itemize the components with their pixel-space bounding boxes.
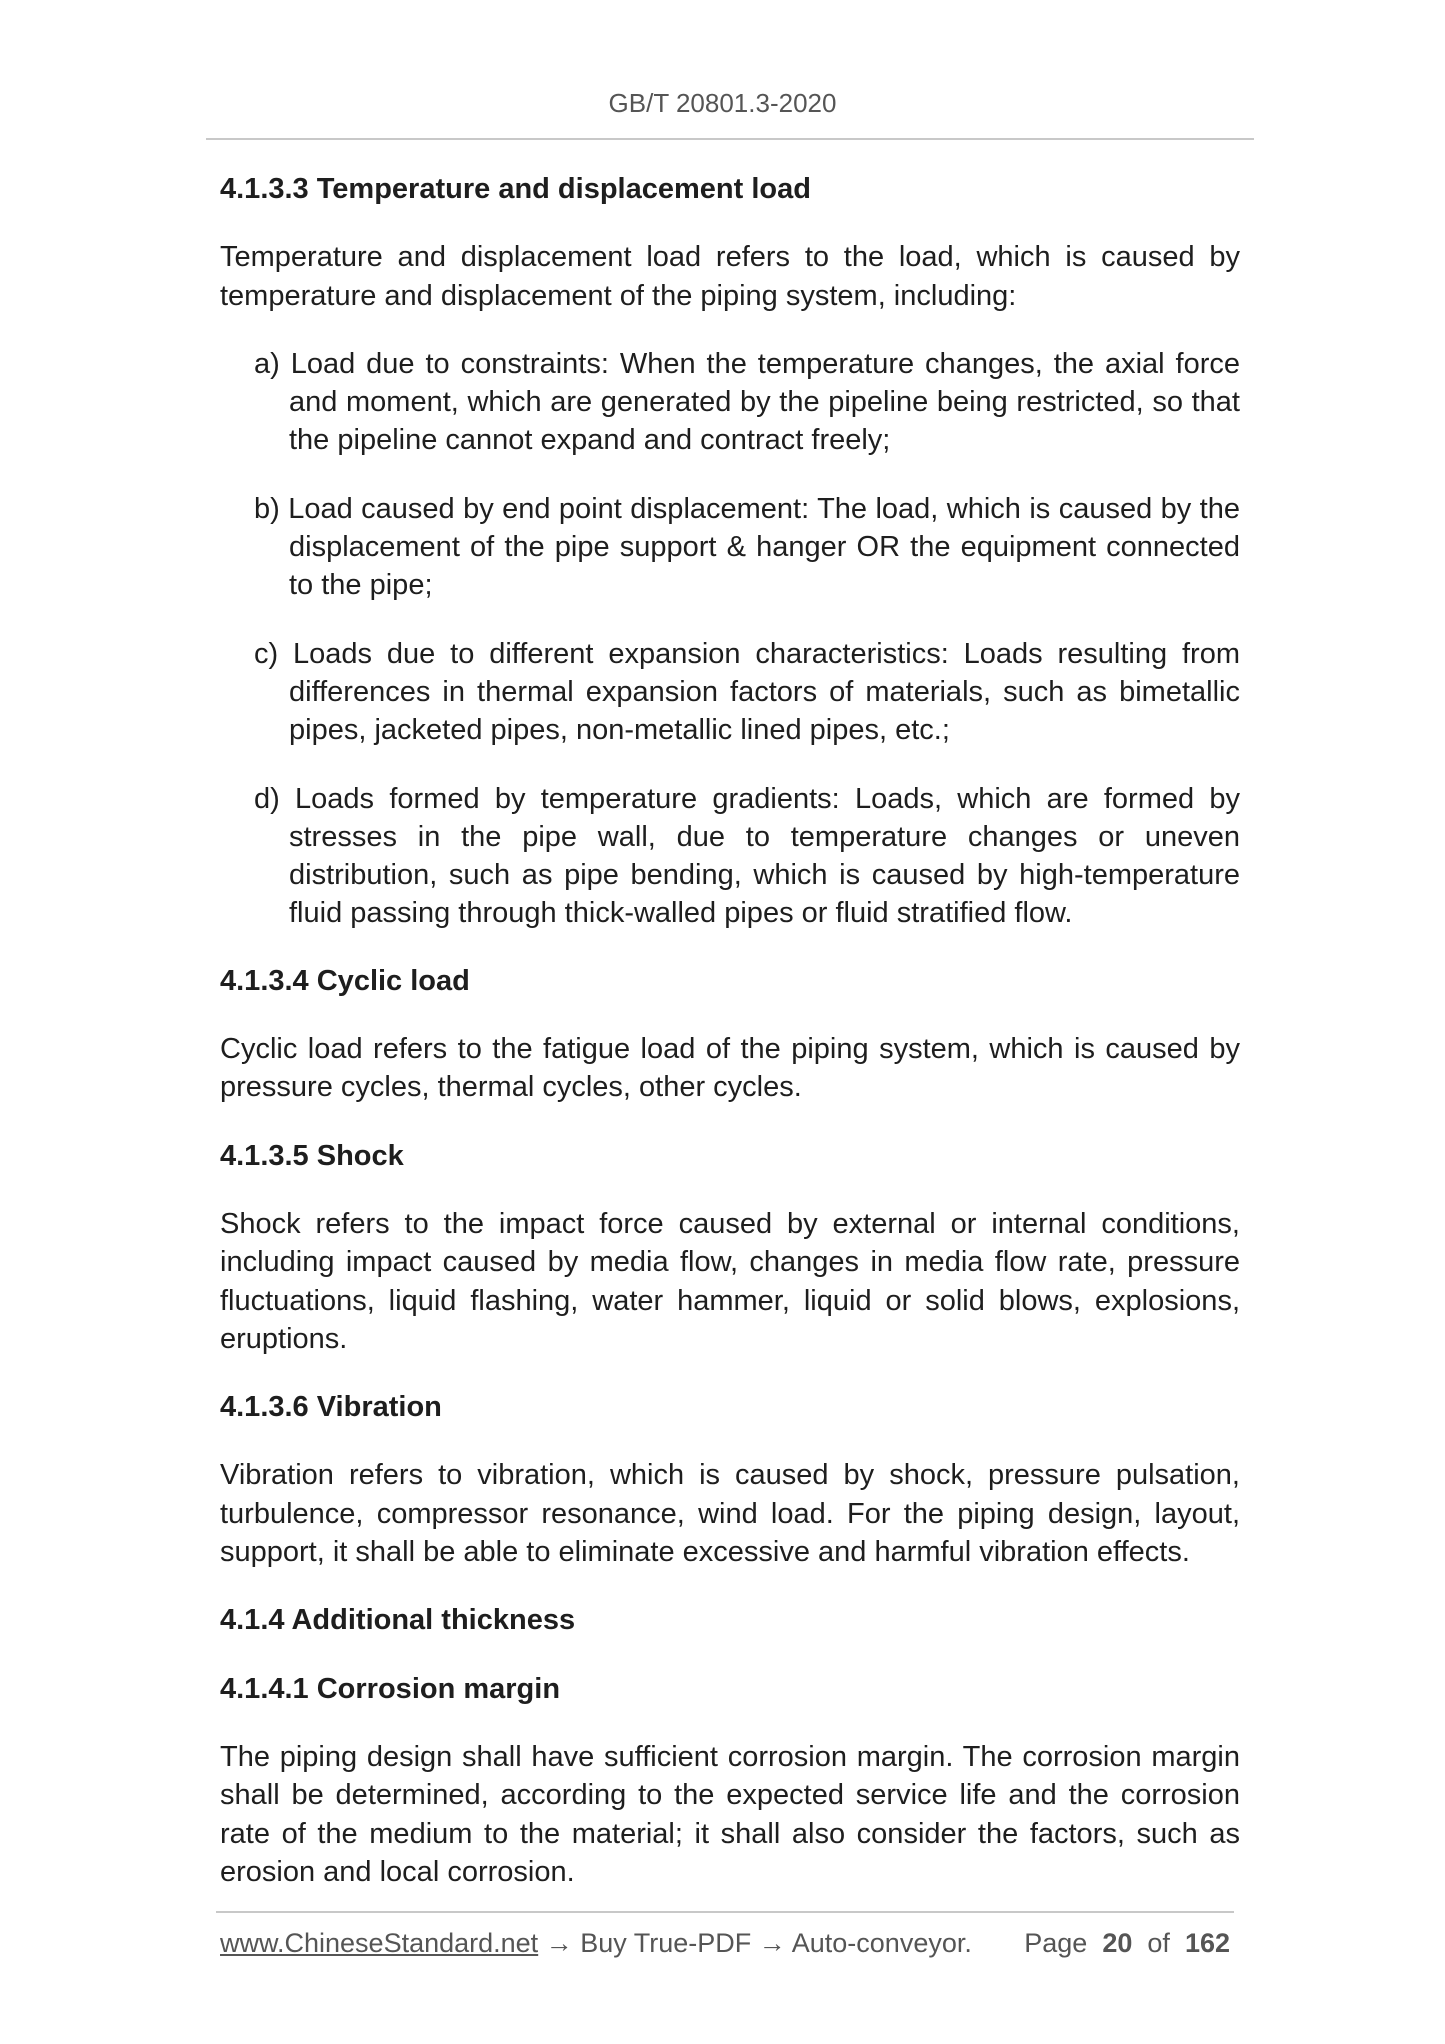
list-item-c: c) Loads due to different expansion characteristics: Loads resulting from differences in thermal expansion factors of materials, such as bimetallic pipes, jacketed pipes, non-metallic lined pipes, etc.; (254, 637, 1240, 747)
section-heading-4-1-3-6: 4.1.3.6 Vibration (220, 1391, 442, 1424)
list-item-d: d) Loads formed by temperature gradients: Loads, which are formed by stresses in the pipe wall, due to temperature changes or uneven distribution, such as pipe bending, which is caused by high-temperature fluid passing through thick-walled pipes or fluid stratified flow. (254, 782, 1240, 930)
section-body-4-1-4-1: The piping design shall have sufficient corrosion margin. The corrosion margin shall be determined, according to the expected service life and the corrosion rate of the medium to the material; it shall also consider the factors, such as erosion and local corrosion. (220, 1740, 1240, 1888)
section-intro-4-1-3-3: Temperature and displacement load refers to the load, which is caused by temperature and displacement of the piping system, including: (220, 241, 1240, 312)
doc-id: GB/T 20801.3-2020 (608, 88, 837, 118)
header-divider (206, 138, 1254, 140)
page-content (220, 170, 1240, 1891)
document-header (0, 88, 1445, 119)
section-heading-4-1-4: 4.1.4 Additional thickness (220, 1604, 576, 1637)
website-link[interactable]: www.ChineseStandard.net (220, 1928, 539, 1958)
document-footer (220, 1928, 1230, 1959)
footer-divider (216, 1911, 1234, 1913)
page-current: 20 (1102, 1928, 1133, 1958)
section-heading-4-1-3-5: 4.1.3.5 Shock (220, 1139, 404, 1172)
section-body-4-1-3-6: Vibration refers to vibration, which is caused by shock, pressure pulsation, turbulence, compressor resonance, wind load. For the piping design, layout, support, it shall be able to eliminate excessive and harmful vibration effects. (220, 1459, 1240, 1569)
footer-trail: → Buy True-PDF → Auto-conveyor. (545, 1928, 972, 1958)
page-total: 162 (1184, 1928, 1230, 1958)
section-heading-4-1-3-4: 4.1.3.4 Cyclic load (220, 964, 470, 997)
page-indicator (1024, 1928, 1230, 1959)
section-heading-4-1-4-1: 4.1.4.1 Corrosion margin (220, 1672, 561, 1705)
section-body-4-1-3-4: Cyclic load refers to the fatigue load of the piping system, which is caused by pressure cycles, thermal cycles, other cycles. (220, 1033, 1240, 1104)
page-label: Page (1024, 1928, 1088, 1958)
of-label: of (1147, 1928, 1170, 1958)
section-heading-4-1-3-3: 4.1.3.3 Temperature and displacement load (220, 173, 811, 205)
section-body-4-1-3-5: Shock refers to the impact force caused by external or internal conditions, including impact caused by media flow, changes in media flow rate, pressure fluctuations, liquid flashing, water hammer, liquid or solid blows, explosions, eruptions. (220, 1207, 1240, 1355)
list-item-a: a) Load due to constraints: When the temperature changes, the axial force and moment, which are generated by the pipeline being restricted, so that the pipeline cannot expand and contract freely; (254, 347, 1240, 457)
list-item-b: b) Load caused by end point displacement: The load, which is caused by the displacement of the pipe support & hanger OR the equipment connected to the pipe; (254, 492, 1240, 602)
